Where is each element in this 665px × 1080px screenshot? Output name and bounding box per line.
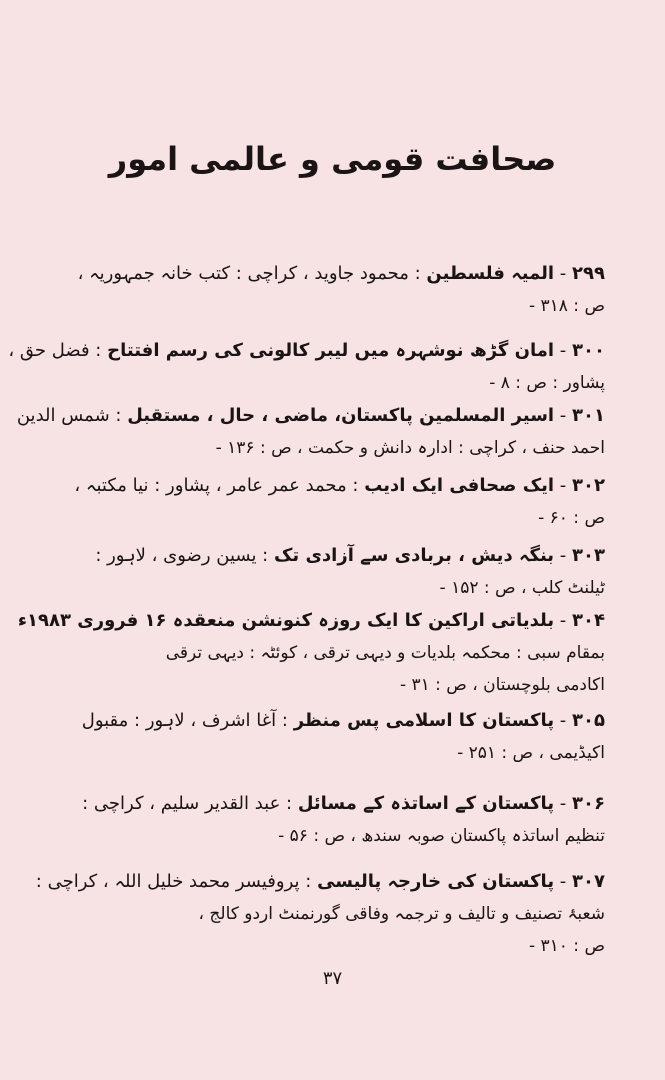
- entry-number: ۳۰۳: [572, 545, 605, 566]
- entry-number: ۳۰۵: [572, 710, 605, 731]
- entry-title: ایک صحافی ایک ادیب: [364, 475, 555, 496]
- bibliography-entry: [35, 866, 605, 962]
- entry-title: پاکستان کی خارجہ پالیسی: [317, 871, 555, 892]
- entry-first-line: ۳۰۲ - ایک صحافی ایک ادیب : محمد عمر عامر ، پشاور : نیا مکتبہ ،: [74, 475, 605, 496]
- entry-first-line: ۳۰۰ - امان گڑھ نوشہرہ میں لیبر کالونی کی رسم افتتاح : فضل حق ،: [8, 340, 605, 361]
- entry-number: ۳۰۶: [572, 793, 605, 814]
- entry-continuation: ص : ۳۱۰ -: [528, 936, 605, 956]
- entry-first-line: ۳۰۷ - پاکستان کی خارجہ پالیسی : پروفیسر محمد خلیل اللہ ، کراچی :: [35, 871, 605, 892]
- entry-title: اسیر المسلمین پاکستان، ماضی ، حال ، مستقبل: [127, 405, 555, 426]
- entry-details: : شمس الدین: [16, 405, 122, 426]
- bibliography-entry: [50, 540, 605, 604]
- entry-first-line: ۳۰۵ - پاکستان کا اسلامی پس منظر : آغا اشرف ، لاہور : مقبول: [81, 710, 605, 731]
- entry-details: : محمود جاوید ، کراچی : کتب خانہ جمہوریہ ،: [77, 263, 421, 284]
- entry-details: : فضل حق ،: [8, 340, 102, 361]
- entry-details: : آغا اشرف ، لاہور : مقبول: [81, 710, 288, 731]
- entry-details: : پروفیسر محمد خلیل اللہ ، کراچی :: [35, 871, 312, 892]
- bibliography-entry: [50, 705, 605, 769]
- page-title: صحافت قومی و عالمی امور: [108, 140, 557, 178]
- entry-details: : یسین رضوی ، لاہور :: [95, 545, 269, 566]
- entry-details: : عبد القدیر سلیم ، کراچی :: [82, 793, 293, 814]
- entry-number: ۳۰۱: [572, 405, 605, 426]
- entry-continuation: ص : ۶۰ -: [538, 508, 605, 528]
- entry-continuation: اکادمی بلوچستان ، ص : ۳۱ -: [399, 675, 605, 695]
- entry-first-line: ۳۰۶ - پاکستان کے اساتذہ کے مسائل : عبد القدیر سلیم ، کراچی :: [82, 793, 605, 814]
- entry-first-line: ۲۹۹ - المیہ فلسطین : محمود جاوید ، کراچی : کتب خانہ جمہوریہ ،: [77, 263, 605, 284]
- entry-title: پاکستان کا اسلامی پس منظر: [293, 710, 555, 731]
- entry-continuation: تنظیم اساتذہ پاکستان صوبہ سندھ ، ص : ۵۶ -: [278, 826, 605, 846]
- entry-continuation: ص : ۳۱۸ -: [528, 296, 605, 316]
- entry-first-line: ۳۰۴ - بلدیاتی اراکین کا ایک روزہ کنونشن منعقدہ ۱۶ فروری ۱۹۸۳ء: [17, 610, 605, 631]
- bibliography-entry: [50, 258, 605, 322]
- entry-continuation: ٹیلنٹ کلب ، ص : ۱۵۲ -: [439, 578, 605, 598]
- entry-title: پاکستان کے اساتذہ کے مسائل: [297, 793, 555, 814]
- entry-continuation: اکیڈیمی ، ص : ۲۵۱ -: [457, 743, 605, 763]
- entry-title: بلدیاتی اراکین کا ایک روزہ کنونشن منعقدہ ۱۶ فروری ۱۹۸۳ء: [17, 610, 555, 631]
- entry-title: بنگہ دیش ، بربادی سے آزادی تک: [273, 545, 555, 566]
- bibliography-entry: [50, 788, 605, 852]
- entry-details: : محمد عمر عامر ، پشاور : نیا مکتبہ ،: [74, 475, 359, 496]
- entry-continuation: پشاور : ص : ۸ -: [489, 373, 605, 393]
- bibliography-entry: [8, 335, 605, 399]
- entry-number: ۳۰۲: [572, 475, 605, 496]
- bibliography-entry: [17, 605, 605, 701]
- entry-number: ۳۰۴: [572, 610, 605, 631]
- entry-continuation: احمد حنف ، کراچی : ادارہ دانش و حکمت ، ص : ۱۳۶ -: [215, 438, 605, 458]
- bibliography-entry: [50, 470, 605, 534]
- bibliography-entry: [16, 400, 605, 464]
- entry-continuation: بمقام سبی : محکمہ بلدیات و دیہی ترقی ، کوئٹہ : دیہی ترقی: [165, 643, 605, 663]
- entry-number: ۳۰۰: [572, 340, 605, 361]
- entry-first-line: ۳۰۳ - بنگہ دیش ، بربادی سے آزادی تک : یسین رضوی ، لاہور :: [95, 545, 605, 566]
- entry-title: المیہ فلسطین: [426, 263, 555, 284]
- entry-continuation: شعبۂ تصنیف و تالیف و ترجمہ وفاقی گورنمنٹ اردو کالج ،: [198, 904, 605, 924]
- entry-title: امان گڑھ نوشہرہ میں لیبر کالونی کی رسم افتتاح: [107, 340, 555, 361]
- entry-number: ۳۰۷: [572, 871, 605, 892]
- entry-number: ۲۹۹: [572, 263, 605, 284]
- page-number: ۳۷: [322, 968, 343, 989]
- entry-first-line: ۳۰۱ - اسیر المسلمین پاکستان، ماضی ، حال ، مستقبل : شمس الدین: [16, 405, 605, 426]
